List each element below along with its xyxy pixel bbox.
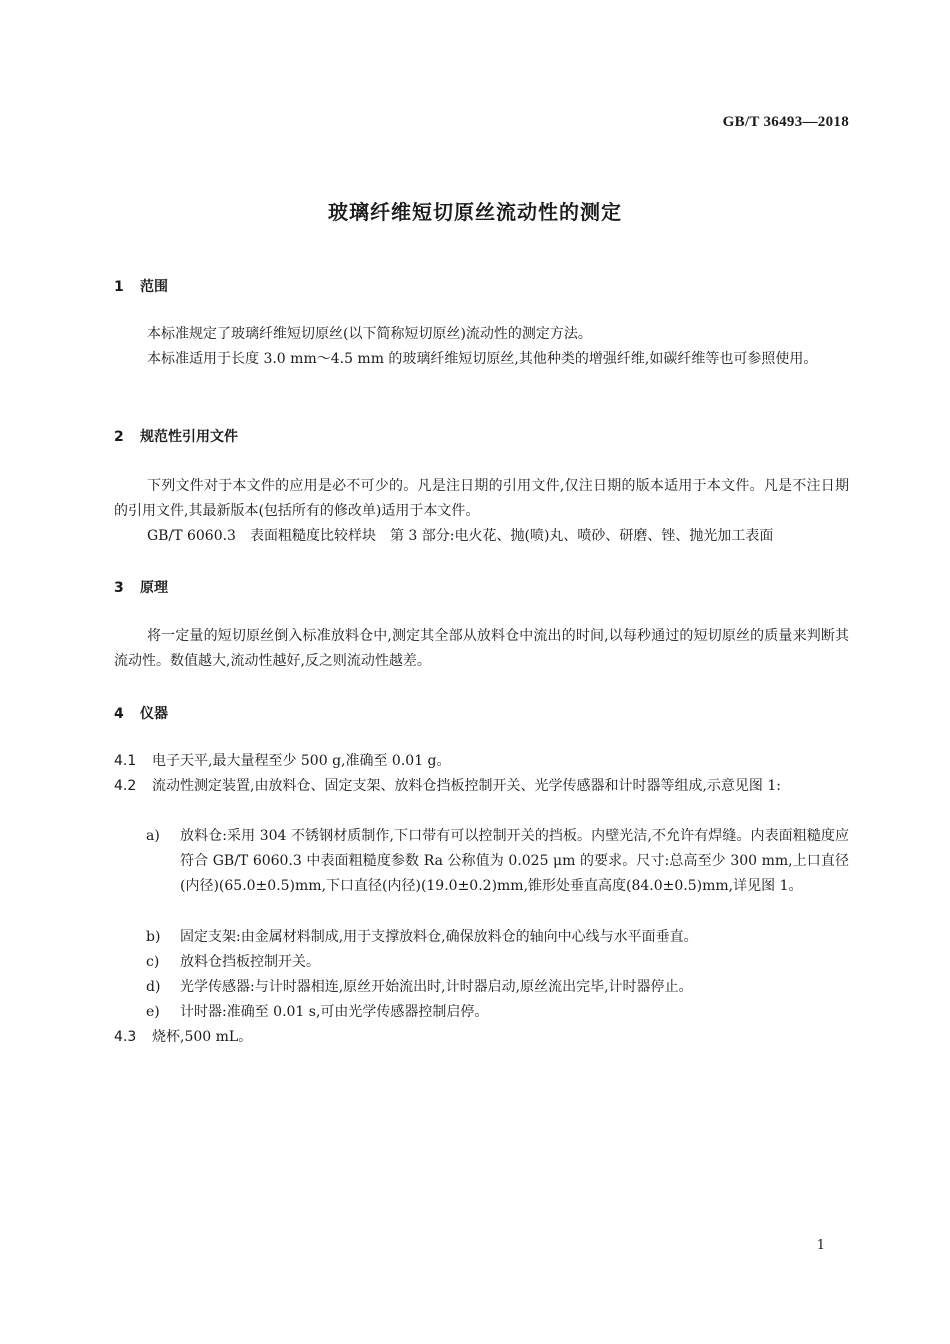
clause-4-2	[114, 774, 849, 799]
list-item-text: 光学传感器:与计时器相连,原丝开始流出时,计时器启动,原丝流出完毕,计时器停止。	[180, 979, 693, 995]
list-item-label: d)	[146, 979, 161, 995]
document-number: GB/T 36493—2018	[722, 114, 849, 130]
page-number: 1	[816, 1238, 825, 1253]
paragraph: 本标准适用于长度 3.0 mm～4.5 mm 的玻璃纤维短切原丝,其他种类的增强纤维,如碳纤维等也可参照使用。	[147, 351, 818, 367]
clause-4-3	[114, 1025, 849, 1050]
list-item-text: 固定支架:由金属材料制成,用于支撑放料仓,确保放料仓的轴向中心线与水平面垂直。	[180, 929, 698, 945]
section-number: 3	[114, 580, 124, 596]
clause-text: 烧杯,500 mL。	[152, 1029, 253, 1045]
section-number: 1	[114, 279, 124, 295]
document-title: 玻璃纤维短切原丝流动性的测定	[328, 200, 622, 224]
paragraph: 下列文件对于本文件的应用是必不可少的。凡是注日期的引用文件,仅注日期的版本适用于本文件。凡是不注日期的引用文件,其最新版本(包括所有的修改单)适用于本文件。	[114, 478, 849, 519]
section-number: 2	[114, 429, 124, 445]
list-item	[146, 824, 849, 899]
section-heading-principle	[114, 577, 168, 597]
section-title: 规范性引用文件	[140, 429, 238, 445]
normative-reference: GB/T 6060.3 表面粗糙度比较样块 第 3 部分:电火花、抛(喷)丸、喷砂、研磨、锉、抛光加工表面	[147, 528, 774, 544]
list-item-label: b)	[146, 929, 161, 945]
clause-number: 4.3	[114, 1029, 137, 1045]
list-item	[146, 950, 849, 975]
clause-number: 4.1	[114, 753, 137, 769]
list-item	[146, 925, 849, 950]
clause-4-1	[114, 749, 849, 774]
clause-number: 4.2	[114, 778, 137, 794]
list-item-text: 放料仓挡板控制开关。	[180, 954, 320, 970]
paragraph: 本标准规定了玻璃纤维短切原丝(以下简称短切原丝)流动性的测定方法。	[147, 326, 592, 342]
clause-text: 电子天平,最大量程至少 500 g,准确至 0.01 g。	[152, 753, 451, 769]
section-heading-scope	[114, 276, 168, 296]
section-heading-apparatus	[114, 703, 168, 723]
list-item	[146, 975, 849, 1000]
clause-text: 流动性测定装置,由放料仓、固定支架、放料仓挡板控制开关、光学传感器和计时器等组成,示意见图 1:	[152, 778, 781, 794]
list-item	[146, 1000, 849, 1025]
list-item-text: 计时器:准确至 0.01 s,可由光学传感器控制启停。	[180, 1004, 489, 1020]
list-item-text: 放料仓:采用 304 不锈钢材质制作,下口带有可以控制开关的挡板。内壁光洁,不允许有焊缝。内表面粗糙度应符合 GB/T 6060.3 中表面粗糙度参数 Ra 公称值为 0.025 μm 的要求。尺寸:总高至少 300 mm,上口直径(内径)(65.0±0.5)mm,下口直径(内径)(19.0±0.2)mm,锥形处垂直高度(84.0±0.5)mm,详见图 1。	[180, 828, 849, 894]
paragraph: 将一定量的短切原丝倒入标准放料仓中,测定其全部从放料仓中流出的时间,以每秒通过的短切原丝的质量来判断其流动性。数值越大,流动性越好,反之则流动性越差。	[114, 628, 849, 669]
section-title: 原理	[140, 580, 168, 596]
list-item-label: e)	[146, 1004, 160, 1020]
section-title: 仪器	[140, 706, 168, 722]
list-item-label: a)	[146, 828, 160, 844]
section-number: 4	[114, 706, 124, 722]
section-heading-normative-references	[114, 426, 238, 446]
list-item-label: c)	[146, 954, 160, 970]
section-title: 范围	[140, 279, 168, 295]
